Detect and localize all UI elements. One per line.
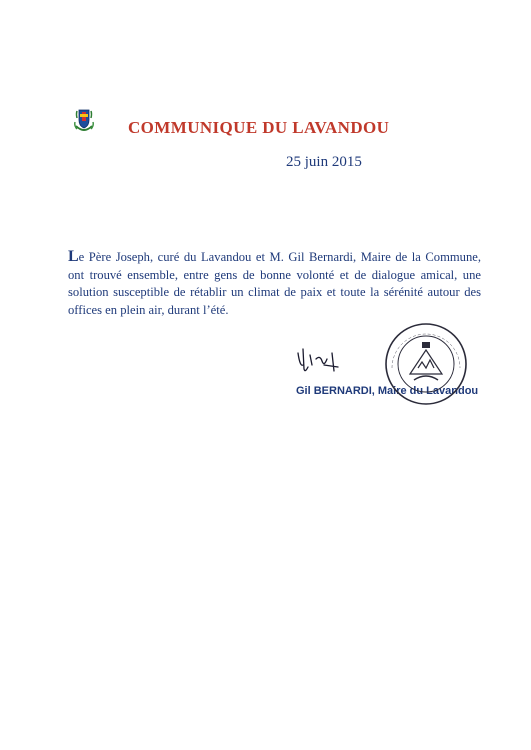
coat-of-arms-icon [72, 108, 96, 134]
document-date: 25 juin 2015 [286, 154, 362, 170]
body-paragraph [68, 248, 481, 319]
signatory-name: Gil BERNARDI, Maire du Lavandou [296, 385, 479, 397]
body-text: e Père Joseph, curé du Lavandou et M. Gil Bernardi, Maire de la Commune, ont trouvé ensemble, entre gens de bonne volonté et de dialogue amical, une solution susceptible de rétablir un climat de paix et toute la sérénité autour des offices en plein air, durant l’été. [68, 250, 481, 317]
page-title: COMMUNIQUE DU LAVANDOU [128, 118, 390, 137]
dropcap-letter: L [68, 248, 79, 265]
official-stamp-icon [384, 322, 468, 406]
handwritten-signature-icon [294, 345, 354, 385]
